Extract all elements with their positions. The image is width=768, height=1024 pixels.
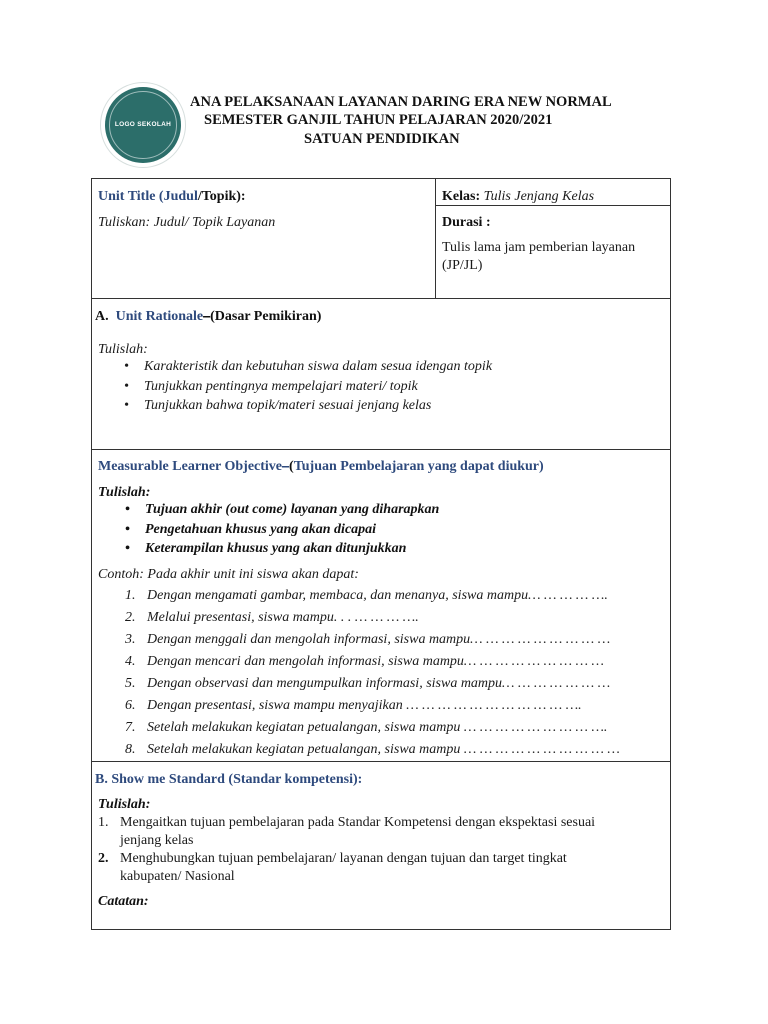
objective-intro: Tulislah: — [98, 485, 151, 500]
plan-table — [91, 178, 671, 930]
kelas-field: Kelas: Tulis Jenjang Kelas — [442, 189, 595, 204]
unit-title-label: Unit Title (Judul/Topik): — [98, 189, 246, 204]
section-b-item-2-line-1: Menghubungkan tujuan pembelajaran/ layanan dengan tujuan dan target tingkat — [120, 851, 567, 866]
section-b-intro: Tulislah: — [98, 797, 151, 812]
list-item: 6. Dengan presentasi, siswa mampu menyajikan … … … … … … … … … … …. — [125, 698, 582, 713]
school-logo — [100, 82, 186, 168]
section-b-item-1-number: 1. — [98, 815, 109, 830]
section-b-item-1-line-1: Mengaitkan tujuan pembelajaran pada Standar Kompetensi dengan ekspektasi sesuai — [120, 815, 596, 830]
list-item: • Keterampilan khusus yang akan ditunjukkan — [125, 541, 407, 556]
section-b-item-2-line-2: kabupaten/ Nasional — [120, 869, 235, 884]
objective-bullets — [125, 500, 440, 559]
example-intro: Contoh: Pada akhir unit ini siswa akan dapat: — [98, 567, 359, 582]
durasi-value-line-1: Tulis lama jam pemberian layanan — [442, 240, 636, 255]
document-title-line-2: SEMESTER GANJIL TAHUN PELAJARAN 2020/2021 — [204, 112, 553, 128]
list-item: 1. Dengan mengamati gambar, membaca, dan menanya, siswa mampu… … … … …. — [125, 588, 608, 603]
list-item: 4. Dengan mencari dan mengolah informasi, siswa mampu… … … … … … … … … — [125, 654, 604, 669]
section-b-item-2-number: 2. — [98, 851, 109, 866]
list-item: 2. Melalui presentasi, siswa mampu. . . … … … …. — [125, 610, 419, 625]
list-item: • Tujuan akhir (out come) layanan yang diharapkan — [125, 502, 440, 517]
catatan-label: Catatan: — [98, 894, 149, 909]
column-divider — [435, 179, 436, 298]
row-divider-rationale — [92, 449, 670, 450]
section-a-bullets — [124, 357, 493, 416]
section-a-intro: Tulislah: — [98, 342, 148, 357]
logo-text: LOGO SEKOLAH — [114, 121, 172, 128]
list-item: 5. Dengan observasi dan mengumpulkan informasi, siswa mampu… … … … … … … — [125, 676, 611, 691]
list-item: • Tunjukkan pentingnya mempelajari materi/ topik — [124, 378, 418, 394]
list-item: 8. Setelah melakukan kegiatan petualangan, siswa mampu … … … … … … … … … … — [125, 742, 620, 757]
list-item: • Pengetahuan khusus yang akan dicapai — [125, 521, 377, 537]
list-item: • Karakteristik dan kebutuhan siswa dalam sesua idengan topik — [124, 359, 493, 374]
row-divider-unit — [92, 298, 670, 299]
list-item: 7. Setelah melakukan kegiatan petualangan, siswa mampu … … … … … … … … …. — [125, 720, 608, 735]
list-item: 3. Dengan menggali dan mengolah informasi, siswa mampu… … … … … … … … … — [125, 632, 611, 647]
row-divider-objective — [92, 761, 670, 762]
document-title-line-3: SATUAN PENDIDIKAN — [304, 131, 460, 147]
section-b-item-1-line-2: jenjang kelas — [120, 833, 194, 848]
logo-badge — [105, 87, 181, 163]
unit-title-value: Tuliskan: Judul/ Topik Layanan — [98, 215, 276, 230]
durasi-label: Durasi : — [442, 215, 491, 230]
durasi-divider — [435, 205, 670, 206]
durasi-value-line-2: (JP/JL) — [442, 258, 483, 273]
section-a-heading: A. Unit Rationale–(Dasar Pemikiran) — [95, 309, 322, 324]
objective-heading: Measurable Learner Objective–(Tujuan Pembelajaran yang dapat diukur) — [98, 459, 544, 474]
list-item: • Tunjukkan bahwa topik/materi sesuai jenjang kelas — [124, 398, 432, 413]
example-list — [125, 585, 620, 761]
section-b-heading: B. Show me Standard (Standar kompetensi): — [95, 772, 363, 787]
document-title-line-1: ANA PELAKSANAAN LAYANAN DARING ERA NEW NORMAL — [190, 94, 612, 110]
